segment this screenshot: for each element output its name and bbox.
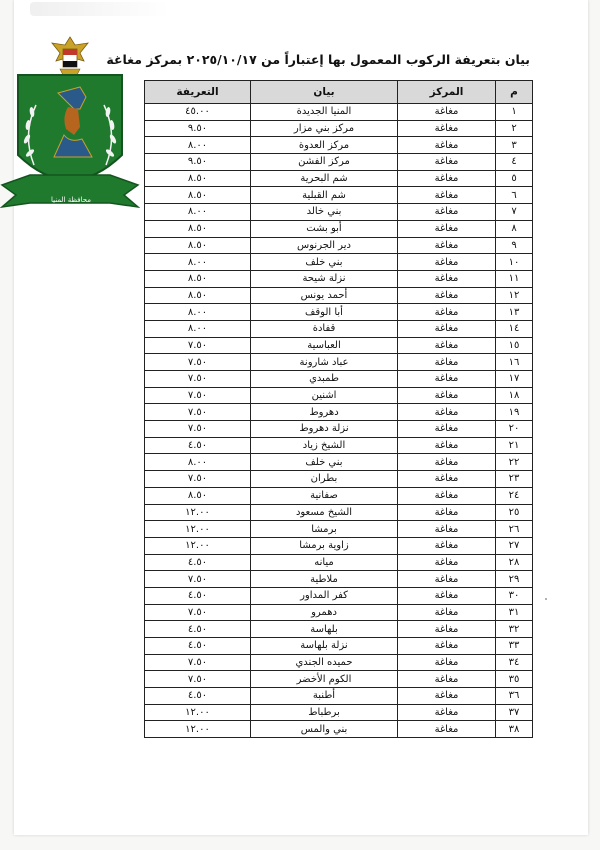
cell-center: مغاغة <box>398 721 496 738</box>
cell-description: أبو بشت <box>251 220 398 237</box>
cell-index: ١٣ <box>496 304 533 321</box>
cell-index: ٢٧ <box>496 537 533 554</box>
header-center: المركز <box>398 81 496 104</box>
cell-index: ٨ <box>496 220 533 237</box>
cell-center: مغاغة <box>398 120 496 137</box>
cell-description: برطباط <box>251 704 398 721</box>
cell-index: ٩ <box>496 237 533 254</box>
cell-center: مغاغة <box>398 571 496 588</box>
document-title: بيان بتعريفة الركوب المعمول بها إعتباراً من ٢٠٢٥/١٠/١٧ بمركز مغاغة <box>106 52 530 67</box>
cell-center: مغاغة <box>398 304 496 321</box>
cell-fare: ٩.٥٠ <box>145 154 251 171</box>
cell-center: مغاغة <box>398 170 496 187</box>
cell-center: مغاغة <box>398 220 496 237</box>
cell-description: زاوية برمشا <box>251 537 398 554</box>
cell-center: مغاغة <box>398 204 496 221</box>
cell-description: حميده الجندي <box>251 654 398 671</box>
table-row <box>145 504 533 521</box>
cell-center: مغاغة <box>398 587 496 604</box>
cell-center: مغاغة <box>398 137 496 154</box>
cell-fare: ٨.٥٠ <box>145 287 251 304</box>
cell-index: ١٨ <box>496 387 533 404</box>
cell-fare: ٤.٥٠ <box>145 621 251 638</box>
cell-description: دير الجرنوس <box>251 237 398 254</box>
header-index: م <box>496 81 533 104</box>
cell-center: مغاغة <box>398 621 496 638</box>
cell-fare: ٧.٥٠ <box>145 371 251 388</box>
cell-index: ٣٣ <box>496 638 533 655</box>
table-row <box>145 354 533 371</box>
cell-center: مغاغة <box>398 638 496 655</box>
cell-description: دهمرو <box>251 604 398 621</box>
cell-description: أطنبة <box>251 688 398 705</box>
cell-index: ٢٤ <box>496 487 533 504</box>
cell-index: ١٠ <box>496 254 533 271</box>
cell-index: ٣٧ <box>496 704 533 721</box>
cell-center: مغاغة <box>398 354 496 371</box>
cell-index: ١٧ <box>496 371 533 388</box>
table-row <box>145 237 533 254</box>
cell-description: نزلة دهروط <box>251 421 398 438</box>
cell-center: مغاغة <box>398 287 496 304</box>
header-description: بيان <box>251 81 398 104</box>
cell-description: أبا الوقف <box>251 304 398 321</box>
cell-center: مغاغة <box>398 521 496 538</box>
cell-description: بني والمس <box>251 721 398 738</box>
cell-center: مغاغة <box>398 337 496 354</box>
table-row <box>145 170 533 187</box>
cell-description: بني خلف <box>251 254 398 271</box>
cell-fare: ٧.٥٠ <box>145 471 251 488</box>
table-row <box>145 654 533 671</box>
cell-fare: ٨.٥٠ <box>145 220 251 237</box>
cell-center: مغاغة <box>398 270 496 287</box>
cell-description: بني خالد <box>251 204 398 221</box>
cell-fare: ٧.٥٠ <box>145 387 251 404</box>
table-header-row <box>145 81 533 104</box>
cell-index: ١٦ <box>496 354 533 371</box>
cell-index: ٤ <box>496 154 533 171</box>
cell-center: مغاغة <box>398 454 496 471</box>
cell-description: شم البحرية <box>251 170 398 187</box>
table-row <box>145 604 533 621</box>
cell-center: مغاغة <box>398 437 496 454</box>
cell-center: مغاغة <box>398 154 496 171</box>
cell-description: بلهاسة <box>251 621 398 638</box>
cell-index: ٢١ <box>496 437 533 454</box>
table-row <box>145 337 533 354</box>
cell-fare: ١٢.٠٠ <box>145 537 251 554</box>
cell-description: الشيخ زياد <box>251 437 398 454</box>
cell-fare: ٨.٥٠ <box>145 170 251 187</box>
table-row <box>145 554 533 571</box>
cell-description: أحمد يونس <box>251 287 398 304</box>
table-row <box>145 521 533 538</box>
table-row <box>145 104 533 121</box>
table-row <box>145 220 533 237</box>
cell-index: ٢٨ <box>496 554 533 571</box>
cell-index: ٧ <box>496 204 533 221</box>
cell-center: مغاغة <box>398 671 496 688</box>
cell-fare: ١٢.٠٠ <box>145 704 251 721</box>
cell-index: ٢ <box>496 120 533 137</box>
table-body <box>145 104 533 738</box>
logo-caption: محافظة المنيا <box>51 196 91 204</box>
cell-fare: ٨.٠٠ <box>145 304 251 321</box>
cell-fare: ٨.٠٠ <box>145 137 251 154</box>
cell-description: صفانية <box>251 487 398 504</box>
cell-description: مركز بني مزار <box>251 120 398 137</box>
cell-fare: ٧.٥٠ <box>145 421 251 438</box>
cell-index: ١٩ <box>496 404 533 421</box>
cell-description: بطران <box>251 471 398 488</box>
cell-description: طمبدي <box>251 371 398 388</box>
cell-fare: ٩.٥٠ <box>145 120 251 137</box>
table-row <box>145 671 533 688</box>
cell-fare: ٤.٥٠ <box>145 688 251 705</box>
cell-index: ٣٢ <box>496 621 533 638</box>
cell-fare: ٨.٥٠ <box>145 237 251 254</box>
table-row <box>145 154 533 171</box>
table-row <box>145 137 533 154</box>
cell-center: مغاغة <box>398 504 496 521</box>
cell-center: مغاغة <box>398 404 496 421</box>
fare-table <box>144 80 533 738</box>
cell-index: ٣٦ <box>496 688 533 705</box>
cell-index: ٢٩ <box>496 571 533 588</box>
cell-center: مغاغة <box>398 187 496 204</box>
cell-center: مغاغة <box>398 471 496 488</box>
cell-index: ١١ <box>496 270 533 287</box>
cell-center: مغاغة <box>398 254 496 271</box>
cell-fare: ٨.٠٠ <box>145 204 251 221</box>
eagle-icon <box>52 37 88 75</box>
cell-fare: ٧.٥٠ <box>145 671 251 688</box>
cell-fare: ١٢.٠٠ <box>145 521 251 538</box>
cell-center: مغاغة <box>398 688 496 705</box>
table-row <box>145 254 533 271</box>
cell-index: ١٢ <box>496 287 533 304</box>
header-fare: التعريفة <box>145 81 251 104</box>
cell-index: ٢٣ <box>496 471 533 488</box>
cell-fare: ٧.٥٠ <box>145 404 251 421</box>
cell-fare: ٤.٥٠ <box>145 587 251 604</box>
cell-fare: ٨.٠٠ <box>145 454 251 471</box>
cell-center: مغاغة <box>398 237 496 254</box>
cell-fare: ٧.٥٠ <box>145 654 251 671</box>
table-row <box>145 404 533 421</box>
cell-description: قفادة <box>251 320 398 337</box>
cell-index: ٣ <box>496 137 533 154</box>
cell-fare: ٧.٥٠ <box>145 354 251 371</box>
scan-smudge <box>30 2 170 16</box>
table-row <box>145 270 533 287</box>
cell-index: ١٤ <box>496 320 533 337</box>
cell-index: ٣٤ <box>496 654 533 671</box>
cell-center: مغاغة <box>398 487 496 504</box>
cell-index: ١٥ <box>496 337 533 354</box>
cell-index: ٣١ <box>496 604 533 621</box>
cell-center: مغاغة <box>398 104 496 121</box>
cell-center: مغاغة <box>398 421 496 438</box>
cell-index: ٢٢ <box>496 454 533 471</box>
cell-center: مغاغة <box>398 320 496 337</box>
cell-description: الشيخ مسعود <box>251 504 398 521</box>
table-row <box>145 187 533 204</box>
cell-fare: ٨.٠٠ <box>145 254 251 271</box>
cell-description: ميانه <box>251 554 398 571</box>
table-row <box>145 437 533 454</box>
table-row <box>145 471 533 488</box>
cell-index: ٣٥ <box>496 671 533 688</box>
scan-speck <box>545 598 547 600</box>
cell-index: ٣٨ <box>496 721 533 738</box>
cell-description: مركز العدوة <box>251 137 398 154</box>
cell-fare: ٨.٥٠ <box>145 270 251 287</box>
cell-description: ملاطية <box>251 571 398 588</box>
cell-description: كفر المداور <box>251 587 398 604</box>
cell-fare: ٨.٥٠ <box>145 187 251 204</box>
cell-description: اشنين <box>251 387 398 404</box>
cell-fare: ٤.٥٠ <box>145 437 251 454</box>
cell-center: مغاغة <box>398 604 496 621</box>
table-row <box>145 304 533 321</box>
cell-description: عباد شارونة <box>251 354 398 371</box>
table-row <box>145 587 533 604</box>
cell-fare: ٧.٥٠ <box>145 571 251 588</box>
cell-description: نزلة شيحة <box>251 270 398 287</box>
cell-description: العباسية <box>251 337 398 354</box>
cell-fare: ٧.٥٠ <box>145 337 251 354</box>
cell-index: ٢٥ <box>496 504 533 521</box>
cell-center: مغاغة <box>398 654 496 671</box>
cell-index: ٦ <box>496 187 533 204</box>
table-row <box>145 704 533 721</box>
table-row <box>145 721 533 738</box>
cell-center: مغاغة <box>398 704 496 721</box>
cell-center: مغاغة <box>398 371 496 388</box>
cell-fare: ٧.٥٠ <box>145 604 251 621</box>
table-row <box>145 621 533 638</box>
cell-description: المنيا الجديدة <box>251 104 398 121</box>
table-row <box>145 454 533 471</box>
cell-index: ٢٠ <box>496 421 533 438</box>
table-row <box>145 571 533 588</box>
cell-fare: ٨.٥٠ <box>145 487 251 504</box>
cell-description: بني خلف <box>251 454 398 471</box>
cell-fare: ٤.٥٠ <box>145 638 251 655</box>
cell-description: شم القبلية <box>251 187 398 204</box>
cell-index: ٣٠ <box>496 587 533 604</box>
table-row <box>145 120 533 137</box>
cell-description: دهروط <box>251 404 398 421</box>
table-row <box>145 287 533 304</box>
cell-index: ١ <box>496 104 533 121</box>
cell-description: نزلة بلهاسة <box>251 638 398 655</box>
table-row <box>145 421 533 438</box>
table-row <box>145 487 533 504</box>
table-row <box>145 320 533 337</box>
table-row <box>145 688 533 705</box>
cell-fare: ٨.٠٠ <box>145 320 251 337</box>
cell-description: برمشا <box>251 521 398 538</box>
cell-fare: ٤.٥٠ <box>145 554 251 571</box>
cell-fare: ١٢.٠٠ <box>145 504 251 521</box>
cell-fare: ١٢.٠٠ <box>145 721 251 738</box>
cell-description: الكوم الأخضر <box>251 671 398 688</box>
table-row <box>145 387 533 404</box>
cell-center: مغاغة <box>398 537 496 554</box>
cell-description: مركز الفشن <box>251 154 398 171</box>
table-row <box>145 537 533 554</box>
table-row <box>145 371 533 388</box>
cell-index: ٢٦ <box>496 521 533 538</box>
cell-center: مغاغة <box>398 554 496 571</box>
table-row <box>145 204 533 221</box>
cell-fare: ٤٥.٠٠ <box>145 104 251 121</box>
cell-index: ٥ <box>496 170 533 187</box>
table-row <box>145 638 533 655</box>
cell-center: مغاغة <box>398 387 496 404</box>
